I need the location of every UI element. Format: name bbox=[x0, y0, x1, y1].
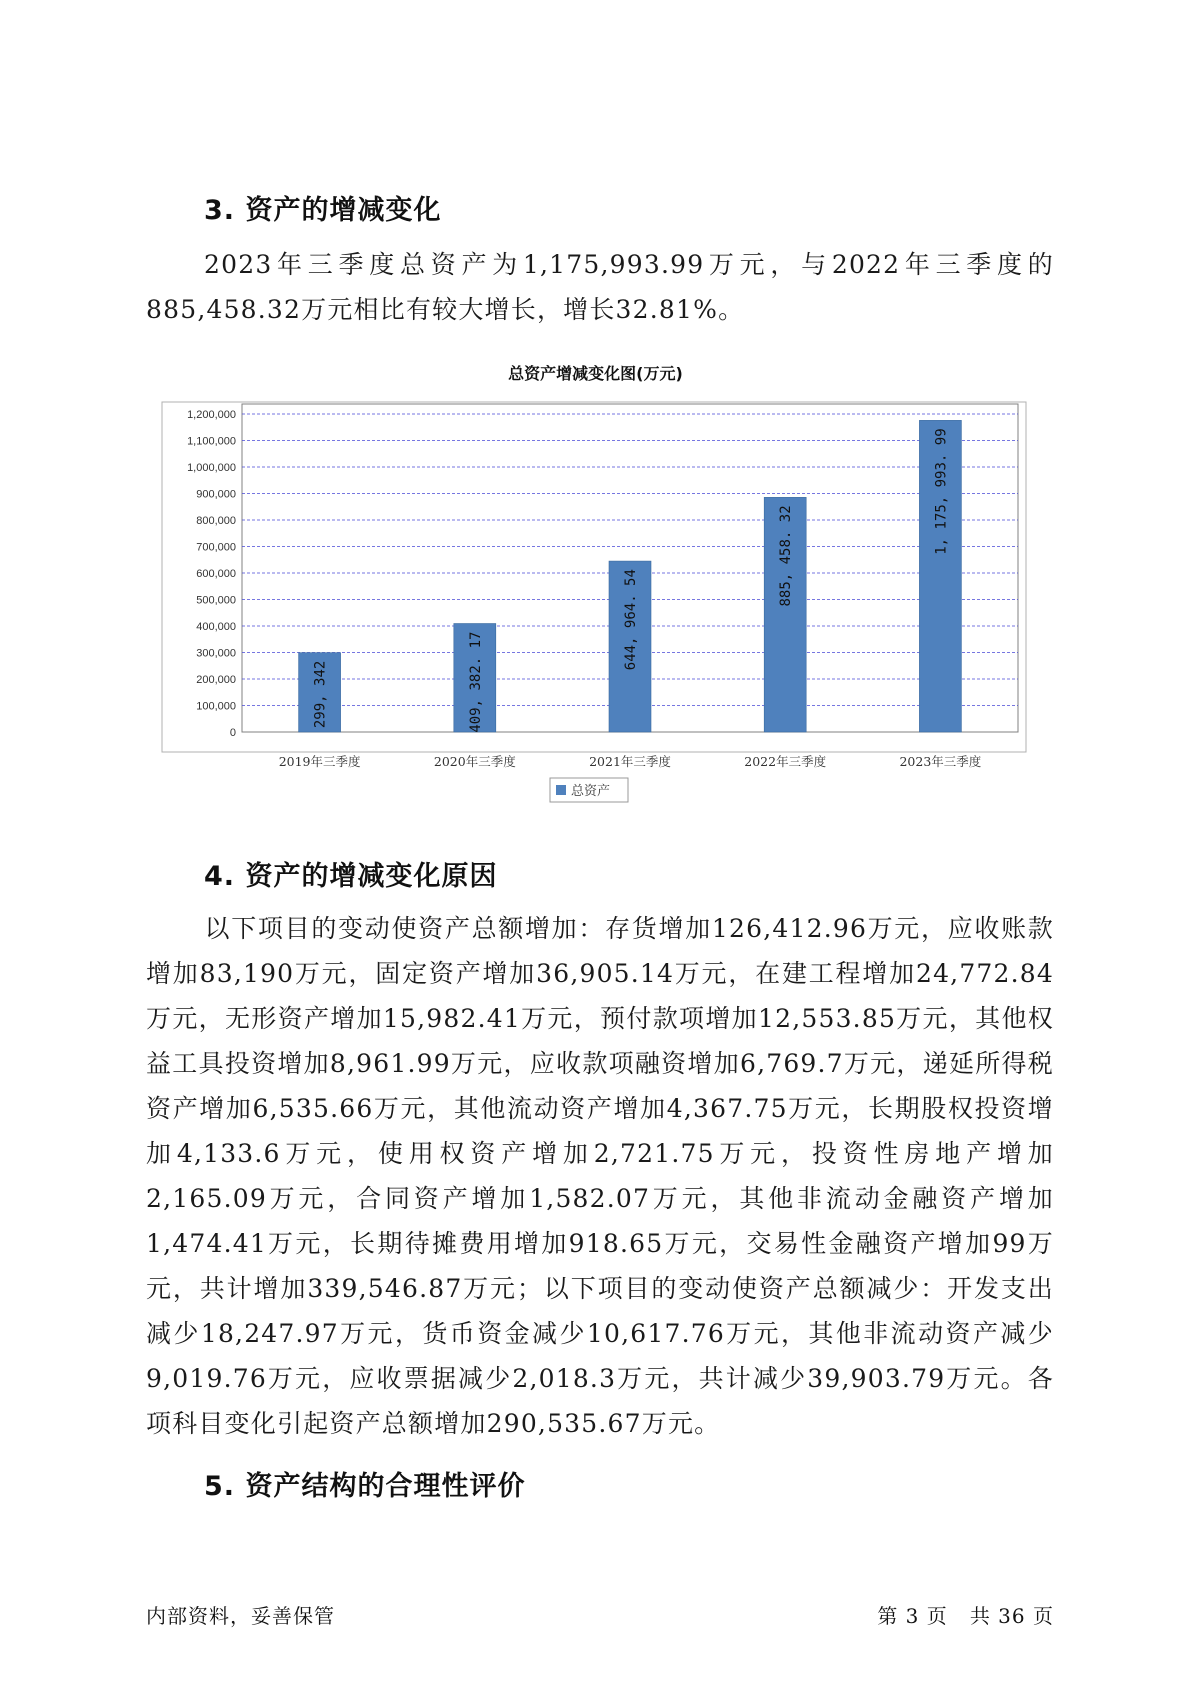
x-tick-label: 2023年三季度 bbox=[899, 754, 982, 769]
x-tick-label: 2021年三季度 bbox=[589, 754, 671, 769]
legend-swatch bbox=[556, 785, 566, 795]
section-4-heading: 4. 资产的增减变化原因 bbox=[204, 861, 498, 892]
section-3-paragraph bbox=[146, 242, 1054, 332]
legend-label: 总资产 bbox=[571, 784, 611, 799]
bar-value-label: 644, 964. 54 bbox=[623, 569, 639, 671]
y-tick-label: 300,000 bbox=[196, 647, 236, 660]
section-3-text: 2023年三季度总资产为1,175,993.99万元，与2022年三季度的885,458.32万元相比有较大增长，增长32.81%。 bbox=[146, 250, 1054, 324]
footer-confidential-note: 内部资料，妥善保管 bbox=[146, 1604, 335, 1628]
y-tick-label: 1,000,000 bbox=[187, 462, 236, 474]
footer-page-number: 第 3 页 共 36 页 bbox=[877, 1604, 1054, 1628]
bar-value-label: 885, 458. 32 bbox=[778, 505, 795, 607]
x-tick-label: 2022年三季度 bbox=[744, 754, 827, 769]
bar-value-label: 1, 175, 993. 99 bbox=[933, 428, 950, 555]
section-4-paragraph bbox=[146, 906, 1054, 1446]
total-assets-bar-chart bbox=[160, 390, 1030, 810]
section-5-heading: 5. 资产结构的合理性评价 bbox=[204, 1471, 526, 1502]
y-tick-label: 1,100,000 bbox=[187, 435, 236, 448]
y-tick-label: 600,000 bbox=[196, 568, 236, 580]
y-tick-label: 900,000 bbox=[196, 488, 236, 501]
y-tick-label: 500,000 bbox=[196, 594, 236, 607]
y-tick-label: 0 bbox=[229, 727, 236, 739]
y-tick-label: 1,200,000 bbox=[187, 409, 236, 421]
section-3-heading: 3. 资产的增减变化 bbox=[204, 195, 442, 226]
y-tick-label: 800,000 bbox=[196, 515, 236, 527]
chart-title: 总资产增减变化图(万元) bbox=[508, 364, 683, 383]
x-tick-label: 2020年三季度 bbox=[433, 754, 516, 769]
y-tick-label: 200,000 bbox=[196, 674, 236, 686]
x-tick-label: 2019年三季度 bbox=[278, 754, 361, 769]
bar-value-label: 299, 342 bbox=[312, 660, 329, 729]
y-tick-label: 700,000 bbox=[196, 541, 236, 554]
section-4-text: 以下项目的变动使资产总额增加：存货增加126,412.96万元，应收账款增加83,190万元，固定资产增加36,905.14万元，在建工程增加24,772.84万元，无形资产增加15,982.41万元，预付款项增加12,553.85万元，其他权益工具投资增加8,961.99万元，应收款项融资增加6,769.7万元，递延所得税资产增加6,535.66万元，其他流动资产增加4,367.75万元，长期股权投资增加4,133.6万元，使用权资产增加2,721.75万元，投资性房地产增加2,165.09万元，合同资产增加1,582.07万元，其他非流动金融资产增加1,474.41万元，长期待摊费用增加918.65万元，交易性金融资产增加99万元，共计增加339,546.87万元；以下项目的变动使资产总额减少：开发支出减少18,247.97万元，货币资金减少10,617.76万元，其他非流动资产减少9,019.76万元，应收票据减少2,018.3万元，共计减少39,903.79万元。各项科目变化引起资产总额增加290,535.67万元。 bbox=[146, 914, 1054, 1438]
y-tick-label: 100,000 bbox=[196, 700, 236, 713]
bar-value-label: 409, 382. 17 bbox=[467, 631, 484, 733]
y-tick-label: 400,000 bbox=[196, 621, 236, 633]
